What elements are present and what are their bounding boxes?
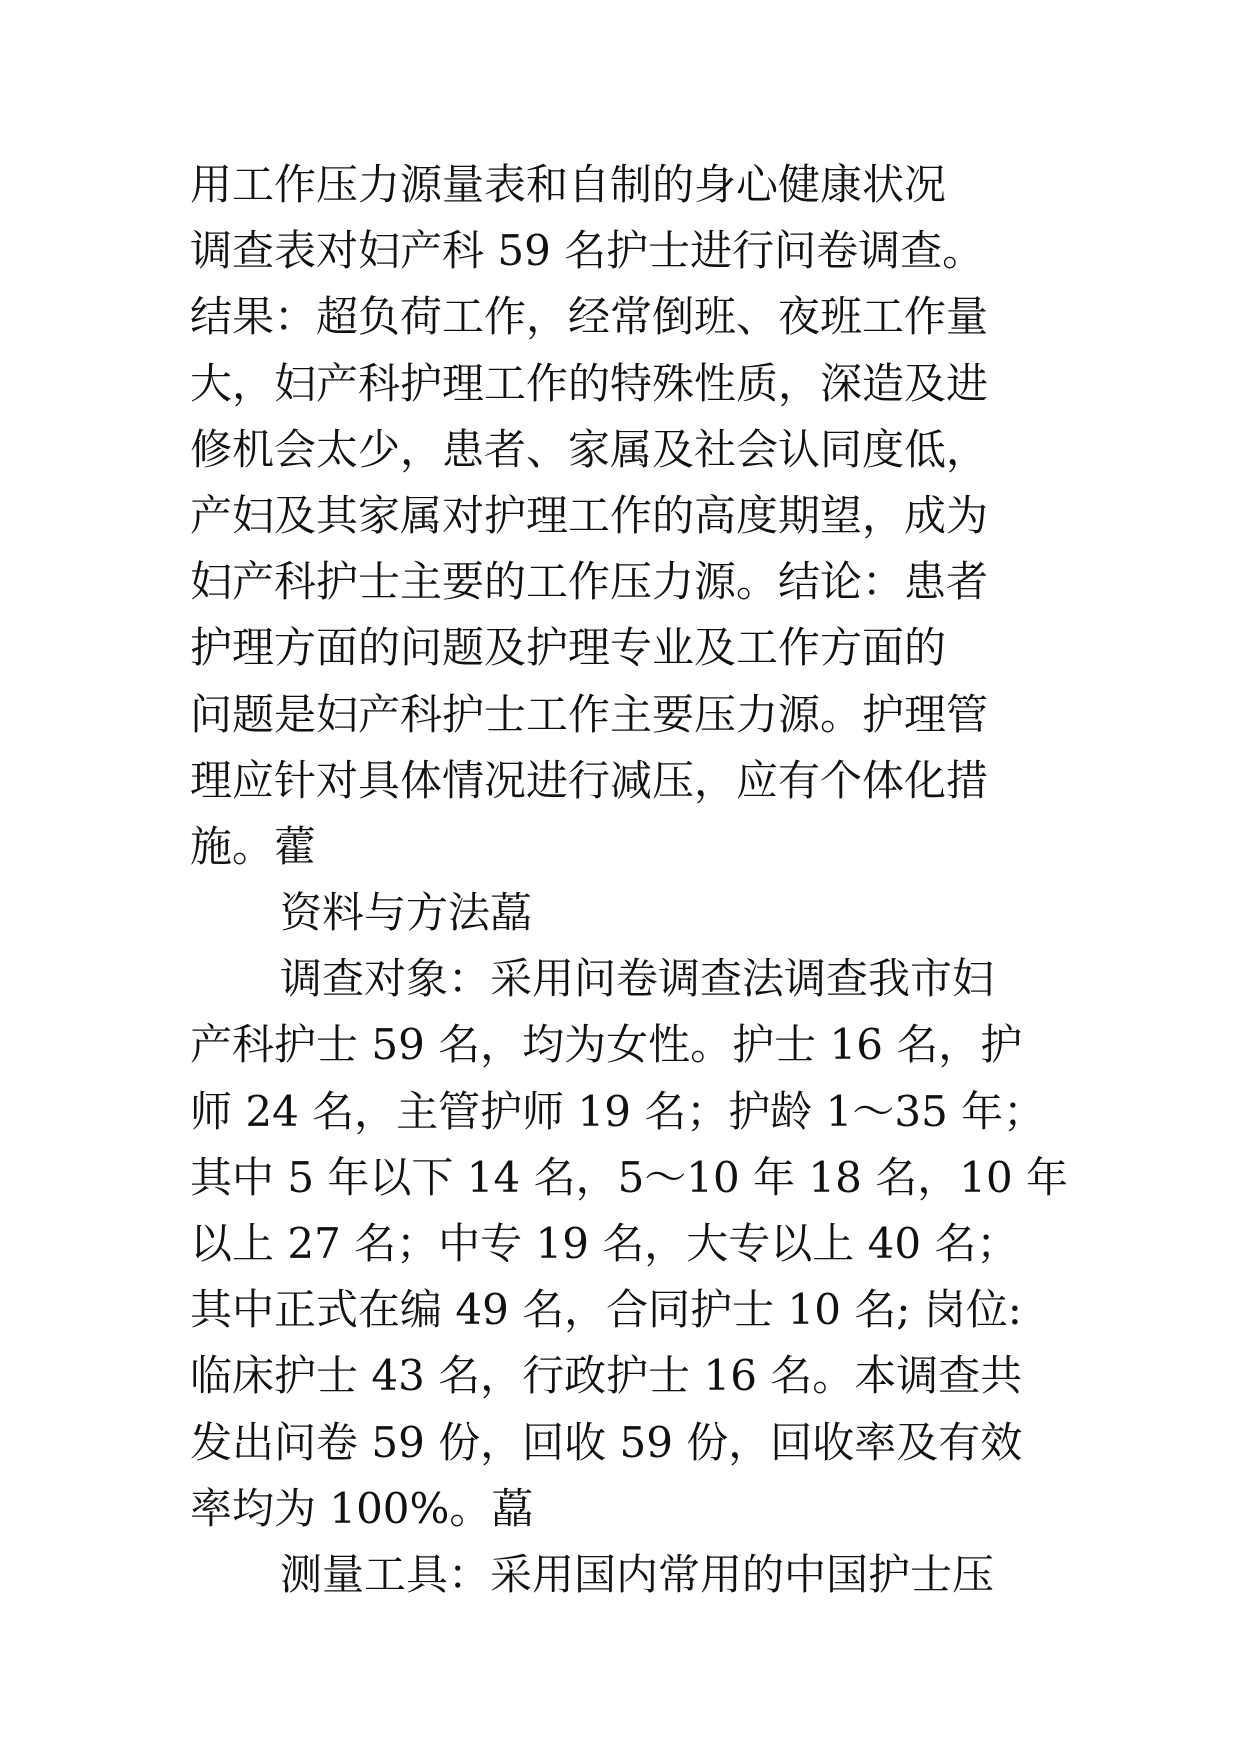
text-line: 发出问卷 59 份，回收 59 份，回收率及有效	[190, 1417, 1023, 1467]
text-line: 产科护士 59 名，均为女性。护士 16 名，护	[190, 1020, 1023, 1070]
text-line: 用工作压力源量表和自制的身心健康状况	[190, 160, 947, 209]
text-line: 问题是妇产科护士工作主要压力源。护理管	[190, 689, 989, 739]
text-line: 施。藿	[190, 821, 317, 871]
text-line: 师 24 名，主管护师 19 名；护龄 1～35 年；	[190, 1086, 1046, 1136]
text-line: 其中 5 年以下 14 名，5～10 年 18 名，10 年	[190, 1152, 1069, 1202]
text-line: 修机会太少，患者、家属及社会认同度低，	[190, 424, 989, 474]
text-line: 大，妇产科护理工作的特殊性质，深造及进	[190, 358, 989, 408]
body-text	[190, 152, 1070, 1608]
text-line: 测量工具：采用国内常用的中国护士压	[280, 1549, 995, 1599]
text-line: 资料与方法藠	[280, 888, 533, 938]
text-line: 临床护士 43 名，行政护士 16 名。本调查共	[190, 1351, 1023, 1401]
text-line: 调查对象：采用问卷调查法调查我市妇	[280, 954, 995, 1004]
text-line: 其中正式在编 49 名，合同护士 10 名; 岗位:	[190, 1285, 1022, 1335]
text-line: 以上 27 名；中专 19 名，大专以上 40 名；	[190, 1219, 1019, 1268]
text-line: 理应针对具体情况进行减压，应有个体化措	[190, 755, 989, 805]
text-line: 结果：超负荷工作，经常倒班、夜班工作量	[190, 292, 989, 342]
text-line: 调查表对妇产科 59 名护士进行问卷调查。	[190, 226, 985, 276]
text-line: 率均为 100%。藠	[190, 1483, 534, 1533]
text-line: 产妇及其家属对护理工作的高度期望，成为	[190, 490, 989, 540]
text-line: 妇产科护士主要的工作压力源。结论：患者	[190, 557, 989, 607]
text-line: 护理方面的问题及护理专业及工作方面的	[190, 623, 947, 673]
